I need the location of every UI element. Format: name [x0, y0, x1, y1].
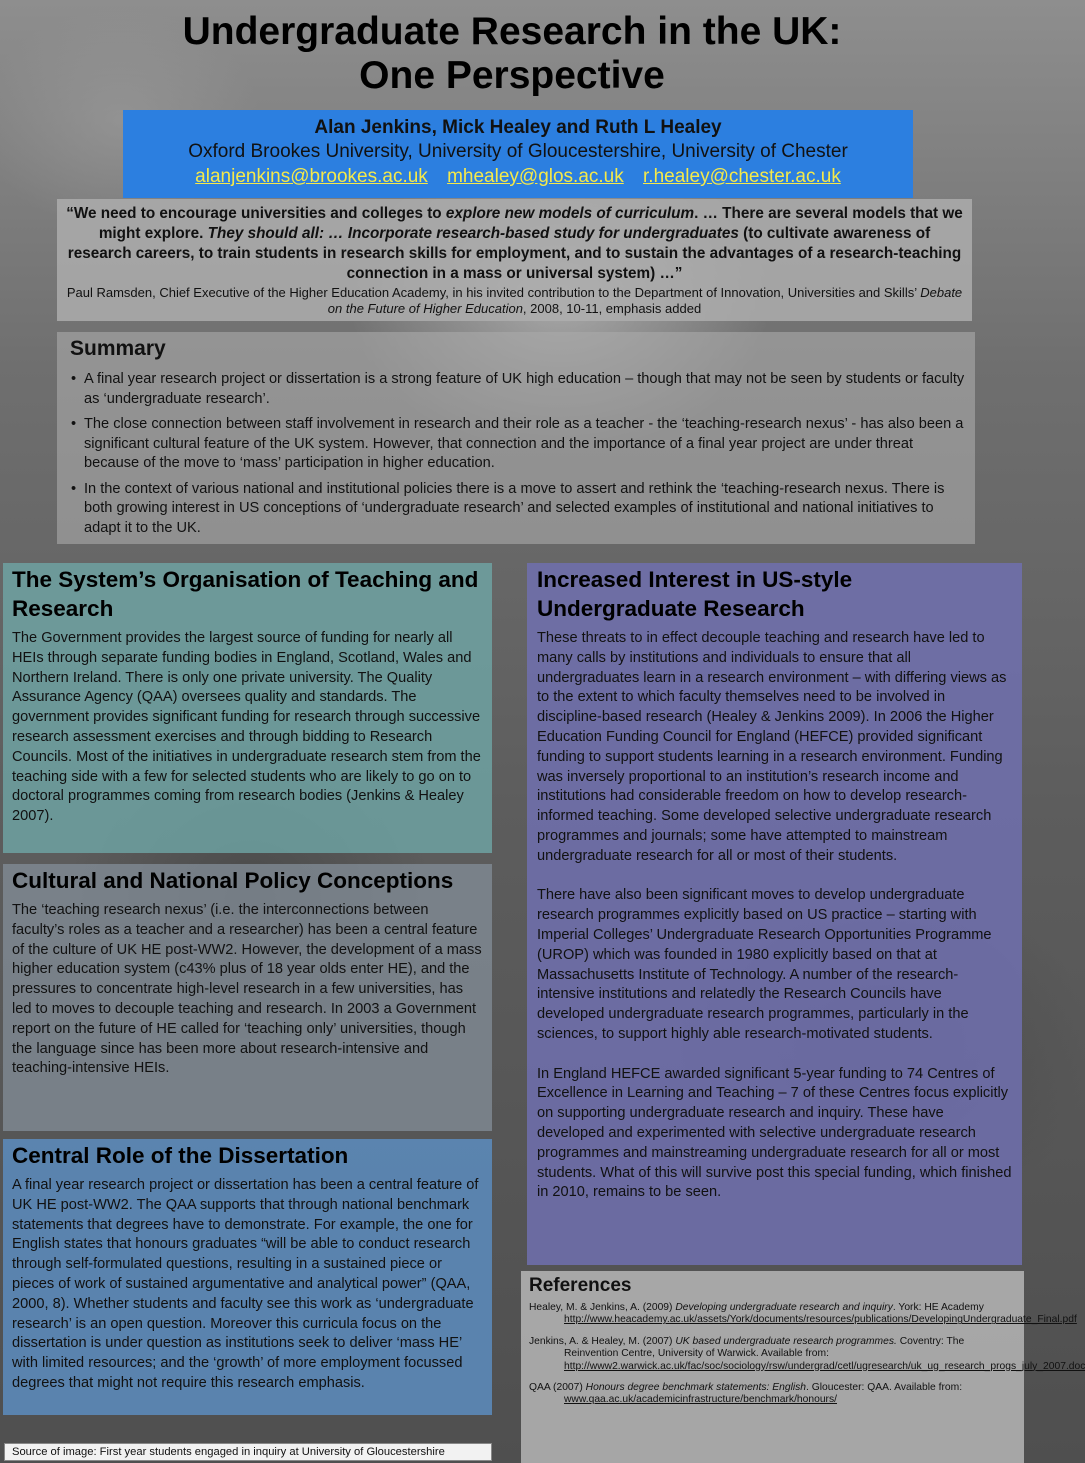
email-link-jenkins[interactable]: alanjenkins@brookes.ac.uk	[195, 166, 428, 187]
authors-panel	[123, 110, 913, 198]
summary-list	[70, 370, 965, 538]
reference-rest: Coventry: The Reinvention Centre, University of Warwick. Available from:	[564, 1335, 965, 1360]
dissertation-heading: Central Role of the Dissertation	[12, 1143, 349, 1168]
reference-lead: QAA (2007)	[529, 1382, 586, 1394]
summary-heading: Summary	[70, 337, 166, 360]
citation-part-1: Paul Ramsden, Chief Executive of the Higher Education Academy, in his invited contribution to the Department of Innovation, Universities and Skills’	[66, 285, 921, 300]
poster-title	[0, 10, 1024, 98]
email-link-rhealey[interactable]: r.healey@chester.ac.uk	[643, 166, 841, 187]
cultural-policy-panel	[3, 864, 492, 1131]
summary-panel	[57, 332, 975, 544]
quote-citation	[65, 285, 964, 317]
citation-part-3: , 2008, 10-11, emphasis added	[522, 301, 702, 316]
poster-title-line2: One Perspective	[359, 54, 665, 97]
image-source-caption: Source of image: First year students engaged in inquiry at University of Gloucestershire	[4, 1443, 492, 1461]
reference-title: Honours degree benchmark statements: English	[585, 1382, 807, 1394]
us-interest-paragraph: In England HEFCE awarded significant 5-year funding to 74 Centres of Excellence in Learning and Teaching – 7 of these Centres focus explicitly on supporting undergraduate research and inquiry. These have developed and experimented with selective undergraduate research programmes and mainstreaming undergraduate research for all or most students. What of this will survive post this special funding, which finished in 2010, remains to be seen.	[537, 1065, 1012, 1201]
reference-lead: Healey, M. & Jenkins, A. (2009)	[529, 1302, 676, 1313]
quote-text	[65, 204, 964, 284]
reference-item	[529, 1382, 1018, 1407]
reference-title: Developing undergraduate research and inquiry	[675, 1302, 893, 1313]
cultural-policy-body: The ‘teaching research nexus’ (i.e. the interconnections between faculty’s roles as a teacher and a researcher) has been a central feature of the culture of UK HE post-WW2. However, the development of a mass higher education system (c43% plus of 18 year olds enter HE), and the pressures to concentrate high-level research in a few universities, has led to moves to decouple teaching and research. In 2003 a Government report on the future of HE called for ‘teaching only’ universities, though the language since has been more about research-intensive and teaching-intensive HEIs.	[12, 902, 482, 1077]
summary-item: • A final year research project or dissertation is a strong feature of UK high education – though that may not be seen by students or faculty as ‘undergraduate research’.	[84, 370, 965, 409]
summary-item: • In the context of various national and institutional policies there is a move to assert and rethink the ‘teaching-research nexus. There is both growing interest in US conceptions of ‘undergraduate research’ and selected examples of institutional and national initiatives to adapt it to the UK.	[84, 480, 965, 539]
dissertation-panel	[3, 1139, 492, 1415]
reference-lead: Jenkins, A. & Healey, M. (2007)	[529, 1335, 676, 1347]
reference-item	[529, 1335, 1085, 1373]
reference-link[interactable]: www.qaa.ac.uk/academicinfrastructure/benchmark/honours/	[564, 1394, 837, 1406]
reference-title: UK based undergraduate research programmes.	[675, 1335, 897, 1347]
reference-item	[529, 1302, 1077, 1327]
dissertation-body: A final year research project or dissertation has been a central feature of UK HE post-WW2. The QAA supports that through national benchmark statements that degrees have to demonstrate. For example, the one for English states that honours graduates “will be able to conduct research through self-formulated questions, resulting in a sustained piece or pieces of work of sustained argumentative and analytical power” (QAA, 2000, 8). Whether students and faculty see this work as ‘undergraduate research’ is an open question. Moreover this curricula focus on the dissertation is under question as institutions seek to deliver ‘mass HE’ with limited resources; and the ‘growth’ of more employment focussed degrees that might not require this research emphasis.	[12, 1177, 479, 1391]
us-interest-body	[537, 629, 1013, 1203]
author-emails	[123, 164, 913, 190]
citation-part-2: Debate on the Future of Higher Education	[327, 285, 963, 316]
us-interest-paragraph: There have also been significant moves to develop undergraduate research programmes explicitly based on US practice – starting with Imperial Colleges’ Undergraduate Research Opportunities Programme (UROP) which was founded in 1980 explicitly based on that at Massachusetts Institute of Technology. A number of the research-intensive institutions and relatedly the Research Councils have developed undergraduate research programmes, particularly in the sciences, to support highly able research-motivated students.	[537, 887, 992, 1042]
author-affiliations: Oxford Brookes University, University of Gloucestershire, University of Chester	[188, 141, 848, 162]
us-interest-panel	[527, 563, 1022, 1265]
references-heading: References	[529, 1275, 632, 1296]
reference-rest: . York: HE Academy	[892, 1302, 984, 1313]
quote-part-5: (to cultivate awareness of research careers, to train students in research skills for employment, and to sustain the advantages of a research-teaching connection in a mass or universal system) …”	[67, 225, 962, 282]
reference-link[interactable]: http://www.heacademy.ac.uk/assets/York/documents/resources/publications/DevelopingUndergraduate_Final.pdf	[564, 1314, 1077, 1326]
us-interest-paragraph: These threats to in effect decouple teaching and research have led to many calls by institutions and individuals to ensure that all undergraduates learn in a research environment – with differing views as to the extent to which faculty themselves need to be involved in discipline-based research (Healey & Jenkins 2009). In 2006 the Higher Education Funding Council for England (HEFCE) provided significant funding to support students learning in a research environment. Funding was inversely proportional to an institution’s research income and institutions had considerable freedom on how to develop research-informed teaching. Some developed selective undergraduate research programmes and journals; some have attempted to mainstream undergraduate research for all or most of their students.	[537, 630, 1007, 864]
quote-part-1: “We need to encourage universities and colleges to	[66, 205, 446, 222]
quote-part-4: They should all: … Incorporate research-based study for undergraduates	[207, 225, 739, 242]
references-panel	[521, 1271, 1085, 1463]
poster-title-line1: Undergraduate Research in the UK:	[182, 10, 842, 53]
cultural-policy-heading: Cultural and National Policy Conceptions	[12, 868, 454, 893]
system-organisation-heading: The System’s Organisation of Teaching and Research	[12, 567, 479, 621]
reference-rest: . Gloucester: QAA. Available from:	[806, 1382, 963, 1394]
reference-link[interactable]: http://www2.warwick.ac.uk/fac/soc/sociology/rsw/undergrad/cetl/ugresearch/uk_ug_research_progs_july_2007.doc	[564, 1360, 1085, 1372]
us-interest-heading: Increased Interest in US-style Undergraduate Research	[537, 567, 853, 621]
system-organisation-body: The Government provides the largest source of funding for nearly all HEIs through separate funding bodies in England, Scotland, Wales and Northern Ireland. There is only one private university. The Quality Assurance Agency (QAA) oversees quality and standards. The government provides significant funding for research through successive research assessment exercises and through bidding to Research Councils. Most of the initiatives in undergraduate research stem from the teaching side with a few for selected students who are likely to go on to doctoral programmes coming from research bodies (Jenkins & Healey 2007).	[12, 630, 481, 825]
author-names: Alan Jenkins, Mick Healey and Ruth L Healey	[314, 117, 722, 138]
quote-part-2: explore new models of curriculum	[445, 205, 695, 222]
quote-part-3: . … There are several models that we might explore.	[98, 205, 963, 242]
email-link-mhealey[interactable]: mhealey@glos.ac.uk	[447, 166, 624, 187]
system-organisation-panel	[3, 563, 492, 853]
summary-item: • The close connection between staff involvement in research and their role as a teacher - the ‘teaching-research nexus’ - has also been a significant cultural feature of the UK system. However, that connection and the importance of a final year project are under threat because of the move to ‘mass’ participation in higher education.	[84, 415, 965, 474]
quote-panel	[57, 199, 972, 321]
